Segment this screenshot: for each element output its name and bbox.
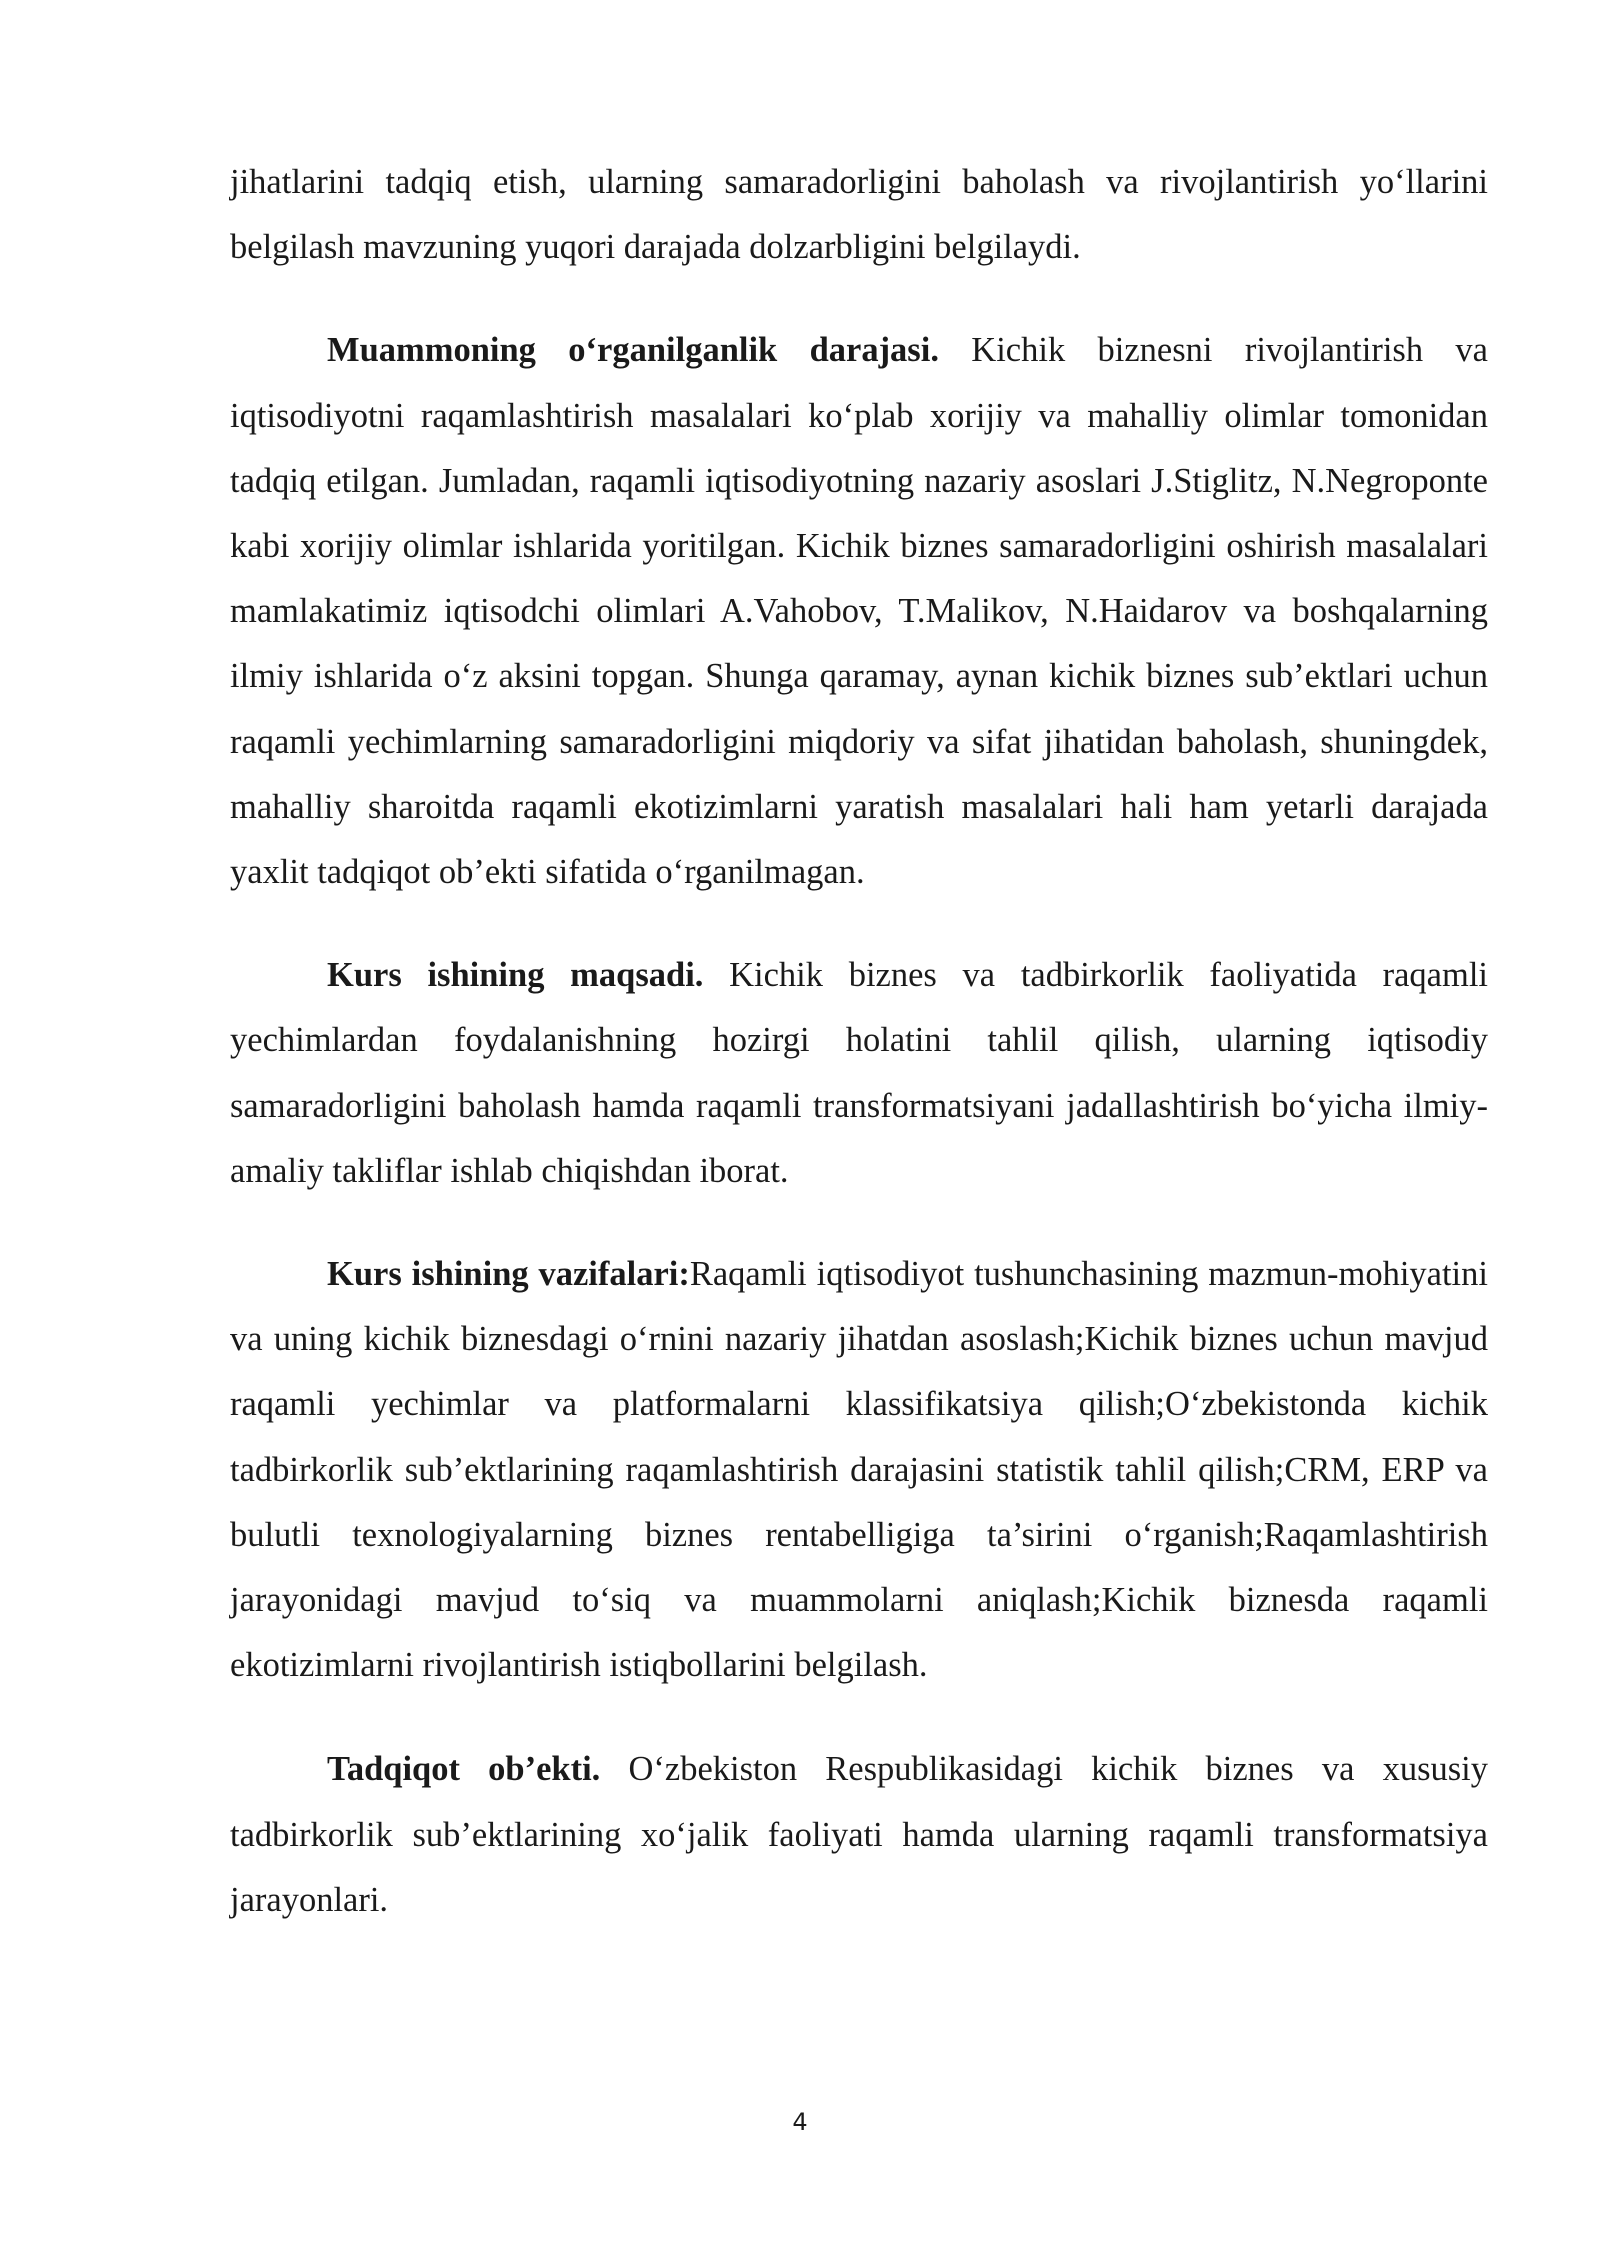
- paragraph-heading: Kurs ishining maqsadi.: [327, 956, 704, 995]
- paragraph-text: jihatlarini tadqiq etish, ularning samaradorligini baholash va rivojlantirish yo‘llarini belgilash mavzuning yuqori darajada dolzarbligini belgilaydi.: [230, 163, 1488, 267]
- paragraph-heading: Kurs ishining vazifalari:: [327, 1255, 690, 1294]
- paragraph-heading: Muammoning o‘rganilganlik darajasi.: [327, 331, 939, 370]
- paragraph-text: Kichik biznesni rivojlantirish va iqtisodiyotni raqamlashtirish masalalari ko‘plab xorijiy va mahalliy olimlar tomonidan tadqiq etilgan. Jumladan, raqamli iqtisodiyotning nazariy asoslari J.Stiglitz, N.Negroponte kabi xorijiy olimlar ishlarida yoritilgan. Kichik biznes samaradorligini oshirish masalalari mamlakatimiz iqtisodchi olimlari A.Vahobov, T.Malikov, N.Haidarov va boshqalarning ilmiy ishlarida o‘z aksini topgan. Shunga qaramay, aynan kichik biznes sub’ektlari uchun raqamli yechimlarning samaradorligini miqdoriy va sifat jihatidan baholash, shuningdek, mahalliy sharoitda raqamli ekotizimlarni yaratish masalalari hali ham yetarli darajada yaxlit tadqiqot ob’ekti sifatida o‘rganilmagan.: [230, 331, 1488, 892]
- paragraph-course-tasks: [230, 1242, 1488, 1698]
- paragraph-text: O‘zbekiston Respublikasidagi kichik biznes va xususiy tadbirkorlik sub’ektlarining xo‘jalik faoliyati hamda ularning raqamli transformatsiya jarayonlari.: [230, 1750, 1489, 1919]
- paragraph-research-object: [230, 1737, 1488, 1933]
- page-number: 4: [792, 2108, 808, 2136]
- paragraph-heading: Tadqiqot ob’ekti.: [327, 1750, 601, 1789]
- paragraph-intro-continuation: [230, 150, 1488, 280]
- paragraph-text: Kichik biznes va tadbirkorlik faoliyatida raqamli yechimlardan foydalanishning hozirgi holatini tahlil qilish, ularning iqtisodiy samaradorligini baholash hamda raqamli transformatsiyani jadallashtirish bo‘yicha ilmiy-amaliy takliflar ishlab chiqishdan iborat.: [230, 956, 1488, 1190]
- paragraph-course-goal: [230, 943, 1488, 1204]
- page-body: [230, 150, 1488, 1933]
- paragraph-research-degree: [230, 318, 1488, 905]
- paragraph-text: Raqamli iqtisodiyot tushunchasining mazmun-mohiyatini va uning kichik biznesdagi o‘rnini nazariy jihatdan asoslash;Kichik biznes uchun mavjud raqamli yechimlar va platformalarni klassifikatsiya qilish;O‘zbekistonda kichik tadbirkorlik sub’ektlarining raqamlashtirish darajasini statistik tahlil qilish;CRM, ERP va bulutli texnologiyalarning biznes rentabelligiga ta’sirini o‘rganish;Raqamlashtirish jarayonidagi mavjud to‘siq va muammolarni aniqlash;Kichik biznesda raqamli ekotizimlarni rivojlantirish istiqbollarini belgilash.: [230, 1255, 1488, 1685]
